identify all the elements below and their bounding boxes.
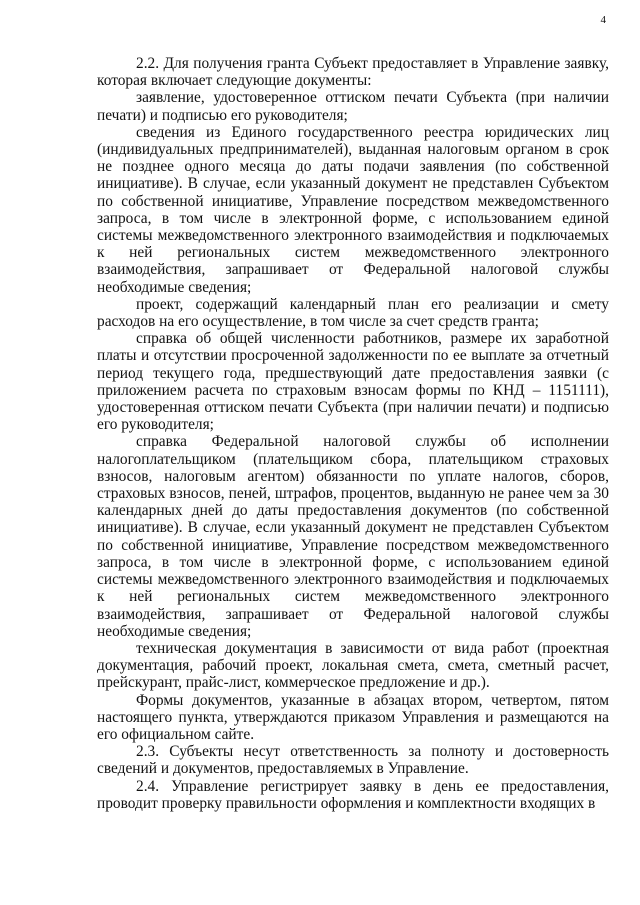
- paragraph-tax-certificate: справка Федеральной налоговой службы об исполнении налогоплательщиком (плательщиком сбора, плательщиком страховых взносов, налоговым агентом) обязанности по уплате налогов, сборов, страховых взносов, пеней, штрафов, процентов, выданную не ранее чем за 30 календарных дней до даты предоставления документов (по собственной инициативе). В случае, если указанный документ не представлен Субъектом по собственной инициативе, Управление посредством межведомственного запроса, в том числе в электронной форме, с использованием единой системы межведомственного электронного взаимодействия и подключаемых к ней региональных систем межведомственного электронного взаимодействия, запрашивает от Федеральной налоговой службы необходимые сведения;: [97, 433, 609, 640]
- paragraph-2-2: 2.2. Для получения гранта Субъект предоставляет в Управление заявку, которая включает следующие документы:: [97, 55, 609, 90]
- paragraph-project: проект, содержащий календарный план его реализации и смету расходов на его осуществление, в том числе за счет средств гранта;: [97, 295, 609, 331]
- document-body: [97, 55, 609, 812]
- paragraph-egrul-info: сведения из Единого государственного реестра юридических лиц (индивидуальных предпринимателей), выданная налоговым органом в срок не позднее одного месяца до даты подачи заявления (по собственной инициативе). В случае, если указанный документ не представлен Субъектом по собственной инициативе, Управление посредством межведомственного запроса, в том числе в электронной форме, с использованием единой системы межведомственного электронного взаимодействия и подключаемых к ней региональных систем межведомственного электронного взаимодействия, запрашивает от Федеральной налоговой службы необходимые сведения;: [97, 123, 609, 296]
- paragraph-technical-docs: техническая документация в зависимости от вида работ (проектная документация, рабочий проект, локальная смета, смета, сметный расчет, прейскурант, прайс-лист, коммерческое предложение и др.).: [97, 639, 609, 692]
- paragraph-2-3: 2.3. Субъекты несут ответственность за полноту и достоверность сведений и документов, предоставляемых в Управление.: [97, 743, 609, 778]
- paragraph-employees-certificate: справка об общей численности работников, размере их заработной платы и отсутствии просроченной задолженности по ее выплате за отчетный период текущего года, предшествующий дате предоставления заявки (с приложением расчета по страховым взносам формы по КНД – 1151111), удостоверенная оттиском печати Субъекта (при наличии печати) и подписью его руководителя;: [97, 330, 609, 434]
- paragraph-document-forms: Формы документов, указанные в абзацах втором, четвертом, пятом настоящего пункта, утверждаются приказом Управления и размещаются на его официальном сайте.: [97, 691, 609, 743]
- paragraph-application: заявление, удостоверенное оттиском печати Субъекта (при наличии печати) и подписью его руководителя;: [97, 89, 609, 124]
- paragraph-2-4: 2.4. Управление регистрирует заявку в день ее предоставления, проводит проверку правильности оформления и комплектности входящих в: [97, 777, 609, 812]
- page-number: 4: [600, 14, 606, 26]
